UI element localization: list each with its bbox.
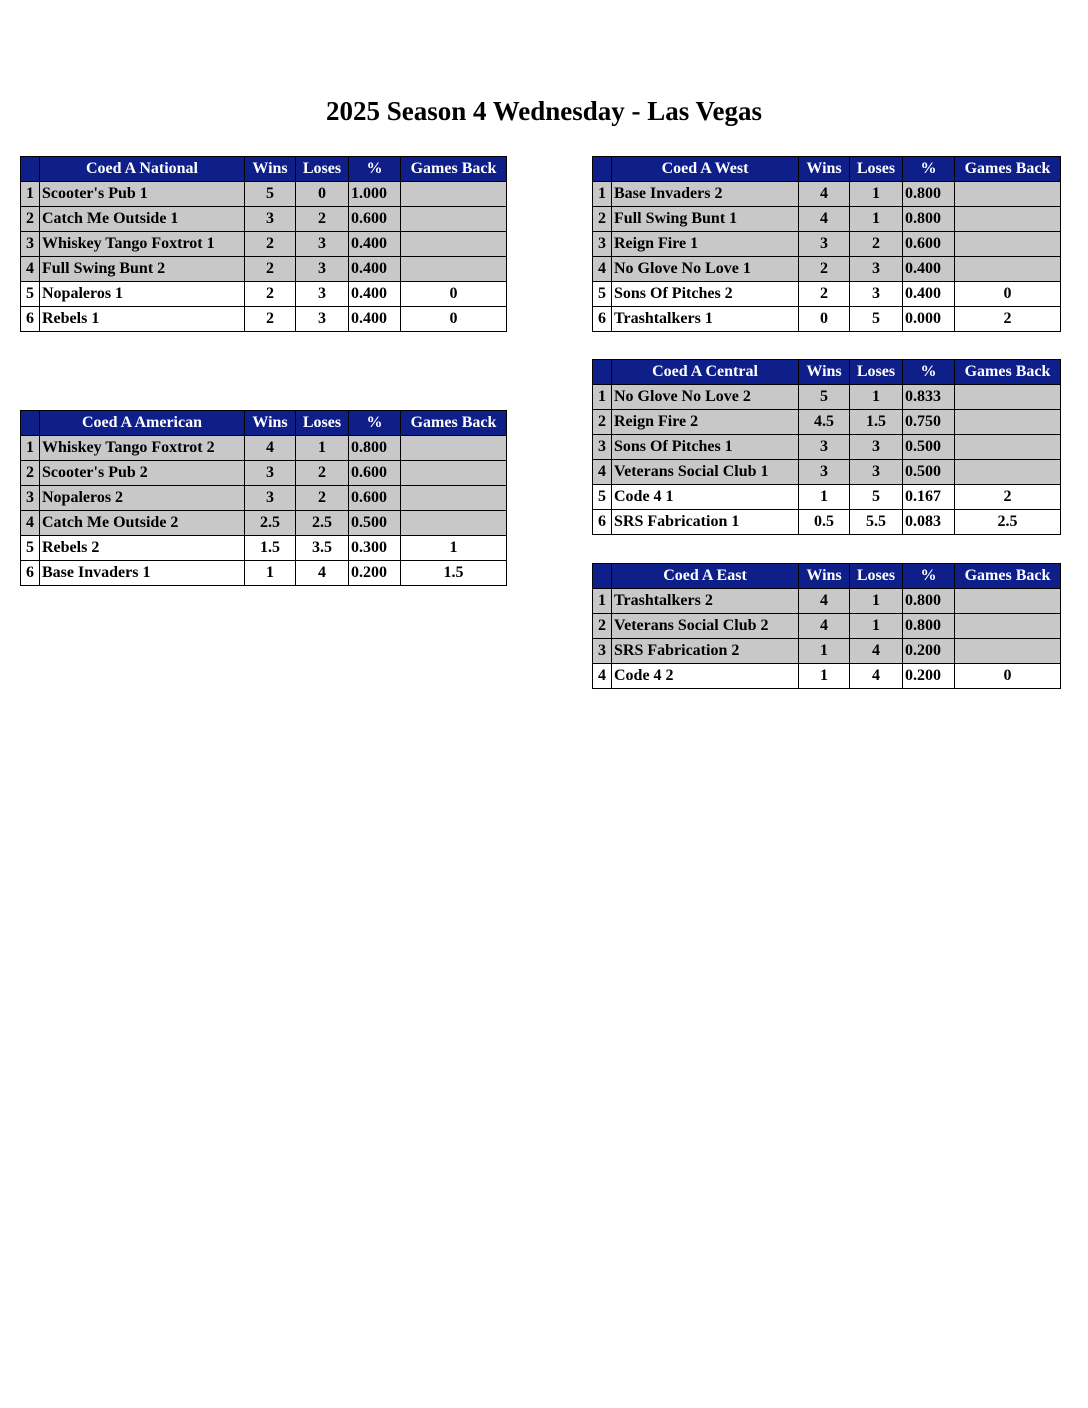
games-back-cell (401, 207, 507, 232)
team-name-cell: Rebels 2 (40, 536, 245, 561)
games-back-header: Games Back (401, 157, 507, 182)
wins-cell: 0 (799, 307, 850, 332)
games-back-cell (401, 486, 507, 511)
loses-cell: 1 (850, 182, 903, 207)
pct-cell: 0.200 (349, 561, 401, 586)
loses-header: Loses (296, 411, 349, 436)
division-name: Coed A National (40, 157, 245, 182)
rank-cell: 3 (593, 232, 612, 257)
games-back-cell (955, 182, 1061, 207)
wins-cell: 3 (245, 461, 296, 486)
loses-cell: 0 (296, 182, 349, 207)
rank-cell: 6 (593, 510, 612, 535)
loses-cell: 4 (850, 664, 903, 689)
wins-cell: 4 (799, 589, 850, 614)
pct-cell: 0.600 (903, 232, 955, 257)
games-back-cell (955, 410, 1061, 435)
rank-cell: 1 (593, 589, 612, 614)
division-table-central (592, 359, 1061, 535)
table-row (21, 182, 507, 207)
pct-header: % (903, 564, 955, 589)
rank-header (593, 157, 612, 182)
pct-cell: 0.500 (903, 435, 955, 460)
rank-cell: 2 (21, 461, 40, 486)
page-title: 2025 Season 4 Wednesday - Las Vegas (325, 96, 763, 126)
table-header-row (593, 564, 1061, 589)
table-row (21, 307, 507, 332)
wins-cell: 5 (799, 385, 850, 410)
table-header-row (593, 360, 1061, 385)
table-header-row (21, 411, 507, 436)
games-back-cell (955, 207, 1061, 232)
loses-header: Loses (850, 564, 903, 589)
rank-cell: 4 (593, 257, 612, 282)
team-name-cell: Whiskey Tango Foxtrot 2 (40, 436, 245, 461)
table-row (593, 510, 1061, 535)
rank-cell: 2 (593, 614, 612, 639)
rank-cell: 2 (21, 207, 40, 232)
table-row (593, 664, 1061, 689)
pct-cell: 0.400 (349, 307, 401, 332)
pct-cell: 0.600 (349, 207, 401, 232)
games-back-cell (401, 461, 507, 486)
wins-cell: 2 (245, 257, 296, 282)
loses-cell: 2 (296, 461, 349, 486)
pct-header: % (903, 157, 955, 182)
pct-header: % (903, 360, 955, 385)
games-back-cell: 2.5 (955, 510, 1061, 535)
games-back-header: Games Back (401, 411, 507, 436)
wins-cell: 4 (799, 182, 850, 207)
loses-cell: 3 (296, 232, 349, 257)
team-name-cell: No Glove No Love 2 (612, 385, 799, 410)
rank-header (21, 411, 40, 436)
loses-cell: 3 (850, 282, 903, 307)
team-name-cell: Code 4 2 (612, 664, 799, 689)
pct-header: % (349, 411, 401, 436)
loses-cell: 4 (296, 561, 349, 586)
table-row (593, 282, 1061, 307)
rank-cell: 5 (21, 536, 40, 561)
team-name-cell: Sons Of Pitches 1 (612, 435, 799, 460)
games-back-cell (955, 460, 1061, 485)
pct-cell: 0.800 (903, 614, 955, 639)
rank-cell: 2 (593, 207, 612, 232)
games-back-cell: 2 (955, 307, 1061, 332)
team-name-cell: Veterans Social Club 1 (612, 460, 799, 485)
team-name-cell: Scooter's Pub 1 (40, 182, 245, 207)
table-row (21, 436, 507, 461)
wins-header: Wins (245, 411, 296, 436)
games-back-cell (955, 614, 1061, 639)
team-name-cell: Nopaleros 1 (40, 282, 245, 307)
loses-cell: 5 (850, 307, 903, 332)
division-name: Coed A East (612, 564, 799, 589)
rank-header (21, 157, 40, 182)
rank-cell: 3 (21, 486, 40, 511)
loses-cell: 2 (296, 486, 349, 511)
games-back-cell (955, 589, 1061, 614)
pct-cell: 0.200 (903, 639, 955, 664)
games-back-cell (401, 436, 507, 461)
loses-header: Loses (850, 360, 903, 385)
loses-cell: 3.5 (296, 536, 349, 561)
table-row (21, 232, 507, 257)
loses-cell: 2 (850, 232, 903, 257)
wins-cell: 3 (245, 486, 296, 511)
games-back-cell (955, 232, 1061, 257)
division-name: Coed A West (612, 157, 799, 182)
pct-cell: 0.800 (903, 207, 955, 232)
division-table-national (20, 156, 507, 332)
team-name-cell: Catch Me Outside 1 (40, 207, 245, 232)
table-row (593, 639, 1061, 664)
team-name-cell: Full Swing Bunt 1 (612, 207, 799, 232)
table-row (593, 232, 1061, 257)
pct-cell: 0.500 (349, 511, 401, 536)
loses-cell: 2 (296, 207, 349, 232)
rank-cell: 4 (21, 511, 40, 536)
wins-cell: 1 (799, 664, 850, 689)
table-row (21, 282, 507, 307)
pct-cell: 0.083 (903, 510, 955, 535)
team-name-cell: Scooter's Pub 2 (40, 461, 245, 486)
games-back-cell: 0 (955, 282, 1061, 307)
table-row (21, 511, 507, 536)
games-back-cell (955, 639, 1061, 664)
wins-cell: 5 (245, 182, 296, 207)
games-back-cell: 2 (955, 485, 1061, 510)
wins-cell: 1 (245, 561, 296, 586)
team-name-cell: Sons Of Pitches 2 (612, 282, 799, 307)
pct-cell: 0.300 (349, 536, 401, 561)
pct-cell: 0.000 (903, 307, 955, 332)
team-name-cell: Trashtalkers 2 (612, 589, 799, 614)
table-row (593, 307, 1061, 332)
table-row (593, 485, 1061, 510)
rank-cell: 4 (593, 664, 612, 689)
pct-cell: 0.400 (903, 257, 955, 282)
loses-cell: 3 (296, 257, 349, 282)
wins-cell: 3 (799, 232, 850, 257)
team-name-cell: Rebels 1 (40, 307, 245, 332)
games-back-cell: 1 (401, 536, 507, 561)
wins-cell: 2 (799, 282, 850, 307)
table-row (21, 536, 507, 561)
team-name-cell: Trashtalkers 1 (612, 307, 799, 332)
loses-cell: 1 (850, 385, 903, 410)
rank-cell: 6 (21, 307, 40, 332)
table-row (593, 385, 1061, 410)
table-row (593, 614, 1061, 639)
team-name-cell: Veterans Social Club 2 (612, 614, 799, 639)
team-name-cell: Nopaleros 2 (40, 486, 245, 511)
pct-cell: 0.600 (349, 461, 401, 486)
team-name-cell: Full Swing Bunt 2 (40, 257, 245, 282)
pct-cell: 0.400 (349, 257, 401, 282)
rank-cell: 3 (593, 435, 612, 460)
wins-header: Wins (245, 157, 296, 182)
loses-cell: 1 (850, 589, 903, 614)
rank-cell: 3 (593, 639, 612, 664)
pct-cell: 0.833 (903, 385, 955, 410)
team-name-cell: Whiskey Tango Foxtrot 1 (40, 232, 245, 257)
loses-cell: 2.5 (296, 511, 349, 536)
loses-header: Loses (850, 157, 903, 182)
pct-cell: 0.400 (349, 232, 401, 257)
pct-cell: 0.800 (349, 436, 401, 461)
loses-cell: 1 (296, 436, 349, 461)
division-name: Coed A Central (612, 360, 799, 385)
wins-cell: 2 (245, 232, 296, 257)
games-back-header: Games Back (955, 564, 1061, 589)
team-name-cell: Code 4 1 (612, 485, 799, 510)
table-header-row (593, 157, 1061, 182)
rank-cell: 5 (21, 282, 40, 307)
team-name-cell: SRS Fabrication 1 (612, 510, 799, 535)
loses-cell: 3 (850, 257, 903, 282)
loses-cell: 1.5 (850, 410, 903, 435)
pct-cell: 0.167 (903, 485, 955, 510)
games-back-cell (955, 385, 1061, 410)
pct-cell: 1.000 (349, 182, 401, 207)
games-back-cell: 0 (401, 282, 507, 307)
division-name: Coed A American (40, 411, 245, 436)
team-name-cell: Base Invaders 2 (612, 182, 799, 207)
loses-cell: 3 (296, 307, 349, 332)
table-row (21, 461, 507, 486)
wins-cell: 1 (799, 485, 850, 510)
games-back-cell (955, 435, 1061, 460)
division-table-american (20, 410, 507, 586)
rank-cell: 6 (21, 561, 40, 586)
wins-cell: 3 (799, 435, 850, 460)
table-row (593, 182, 1061, 207)
wins-cell: 2 (245, 307, 296, 332)
games-back-header: Games Back (955, 157, 1061, 182)
wins-header: Wins (799, 157, 850, 182)
wins-cell: 4.5 (799, 410, 850, 435)
loses-cell: 1 (850, 207, 903, 232)
games-back-cell (401, 232, 507, 257)
wins-cell: 2 (799, 257, 850, 282)
loses-cell: 3 (850, 460, 903, 485)
rank-cell: 1 (593, 385, 612, 410)
pct-cell: 0.400 (903, 282, 955, 307)
loses-cell: 5 (850, 485, 903, 510)
rank-cell: 1 (21, 436, 40, 461)
wins-cell: 4 (799, 614, 850, 639)
pct-header: % (349, 157, 401, 182)
pct-cell: 0.400 (349, 282, 401, 307)
pct-cell: 0.200 (903, 664, 955, 689)
division-table-east (592, 563, 1061, 689)
rank-header (593, 564, 612, 589)
loses-cell: 3 (296, 282, 349, 307)
rank-header (593, 360, 612, 385)
pct-cell: 0.750 (903, 410, 955, 435)
wins-cell: 2 (245, 282, 296, 307)
pct-cell: 0.500 (903, 460, 955, 485)
wins-cell: 0.5 (799, 510, 850, 535)
pct-cell: 0.800 (903, 182, 955, 207)
wins-cell: 3 (799, 460, 850, 485)
table-row (593, 207, 1061, 232)
team-name-cell: No Glove No Love 1 (612, 257, 799, 282)
games-back-cell (401, 511, 507, 536)
team-name-cell: Reign Fire 2 (612, 410, 799, 435)
loses-cell: 4 (850, 639, 903, 664)
rank-cell: 4 (21, 257, 40, 282)
rank-cell: 1 (593, 182, 612, 207)
table-row (21, 561, 507, 586)
loses-header: Loses (296, 157, 349, 182)
table-row (593, 460, 1061, 485)
rank-cell: 3 (21, 232, 40, 257)
table-header-row (21, 157, 507, 182)
games-back-cell: 1.5 (401, 561, 507, 586)
rank-cell: 1 (21, 182, 40, 207)
games-back-cell: 0 (401, 307, 507, 332)
wins-header: Wins (799, 360, 850, 385)
games-back-header: Games Back (955, 360, 1061, 385)
wins-cell: 4 (799, 207, 850, 232)
games-back-cell: 0 (955, 664, 1061, 689)
table-row (21, 486, 507, 511)
wins-cell: 4 (245, 436, 296, 461)
table-row (21, 257, 507, 282)
games-back-cell (401, 257, 507, 282)
team-name-cell: Base Invaders 1 (40, 561, 245, 586)
pct-cell: 0.800 (903, 589, 955, 614)
loses-cell: 5.5 (850, 510, 903, 535)
games-back-cell (401, 182, 507, 207)
wins-cell: 2.5 (245, 511, 296, 536)
team-name-cell: Catch Me Outside 2 (40, 511, 245, 536)
rank-cell: 5 (593, 485, 612, 510)
table-row (21, 207, 507, 232)
loses-cell: 3 (850, 435, 903, 460)
wins-cell: 1.5 (245, 536, 296, 561)
table-row (593, 257, 1061, 282)
table-row (593, 589, 1061, 614)
rank-cell: 5 (593, 282, 612, 307)
rank-cell: 6 (593, 307, 612, 332)
pct-cell: 0.600 (349, 486, 401, 511)
wins-header: Wins (799, 564, 850, 589)
wins-cell: 1 (799, 639, 850, 664)
table-row (593, 410, 1061, 435)
loses-cell: 1 (850, 614, 903, 639)
rank-cell: 2 (593, 410, 612, 435)
division-table-west (592, 156, 1061, 332)
rank-cell: 4 (593, 460, 612, 485)
wins-cell: 3 (245, 207, 296, 232)
team-name-cell: Reign Fire 1 (612, 232, 799, 257)
team-name-cell: SRS Fabrication 2 (612, 639, 799, 664)
table-row (593, 435, 1061, 460)
games-back-cell (955, 257, 1061, 282)
